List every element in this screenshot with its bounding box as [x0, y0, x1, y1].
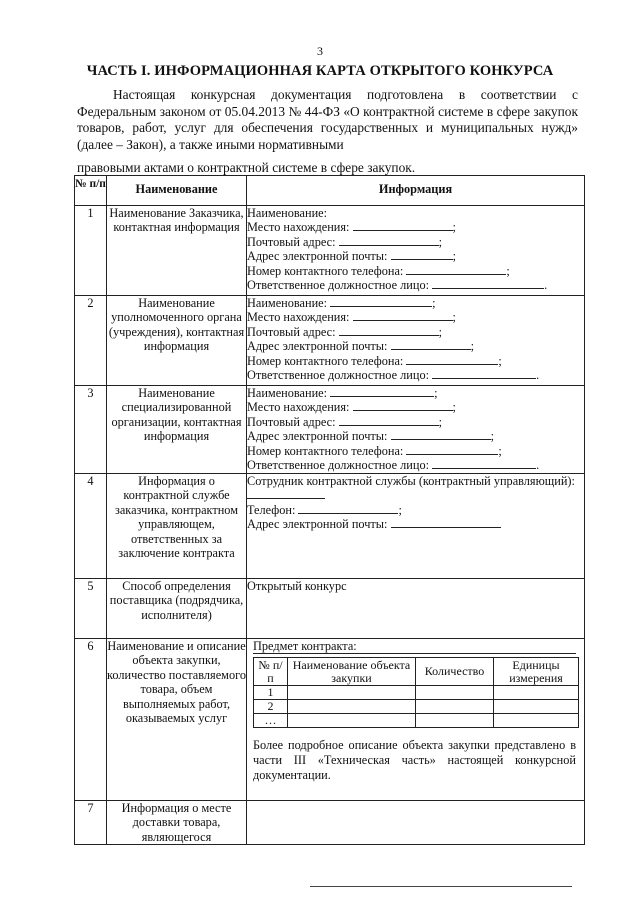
- footer-line: [310, 886, 572, 887]
- table-row: [75, 639, 585, 801]
- sub-table-row: [254, 686, 579, 700]
- sub-header-number: № п/п: [254, 658, 288, 686]
- intro-paragraph: Настоящая конкурсная документация подготовлена в соответствии с Федеральным законом от 05.04.2013 № 44-ФЗ «О контрактной системе в сфере закупок товаров, работ, услуг для обеспечения государственных и муниципальных нужд» (далее – Закон), а также иными нормативными: [77, 87, 578, 152]
- info-line: Адрес электронной почты: ;: [247, 339, 474, 354]
- row-name: Информация о контрактной службе заказчика, контрактном управляющем, ответственных за заключение контракта: [107, 474, 247, 579]
- row-name: Наименование и описание объекта закупки, количество поставляемого товара, объем выполняемых работ, оказываемых услуг: [107, 639, 247, 801]
- row-info: [247, 206, 585, 296]
- info-line: Место нахождения: ;: [247, 310, 456, 325]
- row-info: Открытый конкурс: [247, 579, 585, 639]
- contract-items-table: [253, 657, 579, 728]
- contract-subject-label: Предмет контракта:: [253, 639, 576, 654]
- sub-table-row: [254, 714, 579, 728]
- intro-paragraph-last-line: правовыми актами о контрактной системе в сфере закупок.: [77, 160, 416, 175]
- info-line: Ответственное должностное лицо: .: [247, 458, 540, 473]
- header-info: Информация: [247, 176, 585, 206]
- info-line: Адрес электронной почты: ;: [247, 429, 494, 444]
- row-name: Наименование уполномоченного органа (учреждения), контактная информация: [107, 296, 247, 386]
- sub-table-row: [254, 700, 579, 714]
- row-info: [247, 386, 585, 474]
- sub-header-unit: Единицы измерения: [494, 658, 579, 686]
- information-card-table: [74, 175, 585, 845]
- row-info: [247, 296, 585, 386]
- info-line: Номер контактного телефона: ;: [247, 443, 502, 458]
- page-title: ЧАСТЬ I. ИНФОРМАЦИОННАЯ КАРТА ОТКРЫТОГО КОНКУРСА: [86, 63, 554, 79]
- info-line: Место нахождения: ;: [247, 400, 456, 415]
- row-number: 4: [75, 474, 107, 579]
- row-number: 5: [75, 579, 107, 639]
- row-number: 1: [75, 206, 107, 296]
- row-name: Наименование Заказчика, контактная информация: [107, 206, 247, 296]
- info-line: Номер контактного телефона: ;: [247, 353, 502, 368]
- row-number: 6: [75, 639, 107, 801]
- table-row: [75, 296, 585, 386]
- info-line: Телефон: ;: [247, 502, 402, 517]
- info-line: Адрес электронной почты:: [247, 517, 584, 531]
- header-number: № п/п: [75, 176, 107, 206]
- sub-table-header-row: [254, 658, 579, 686]
- row-number: 7: [75, 801, 107, 845]
- row-number: 2: [75, 296, 107, 386]
- row-name: Информация о месте доставки товара, являющегося: [107, 801, 247, 845]
- info-line: Наименование: ;: [247, 386, 438, 400]
- info-line: Ответственное должностное лицо: .: [247, 368, 540, 383]
- info-line: Почтовый адрес: ;: [247, 324, 442, 339]
- table-row: [75, 474, 585, 579]
- table-row: [75, 206, 585, 296]
- table-row: [75, 579, 585, 639]
- sub-header-name: Наименование объекта закупки: [288, 658, 416, 686]
- info-line: Наименование:: [247, 206, 328, 220]
- sub-row-number: 1: [254, 686, 288, 700]
- info-line: Почтовый адрес: ;: [247, 414, 442, 429]
- table-row: [75, 386, 585, 474]
- page-number: 3: [317, 44, 323, 58]
- info-line: Сотрудник контрактной службы (контрактный управляющий):: [247, 474, 584, 503]
- row-name: Способ определения поставщика (подрядчика, исполнителя): [107, 579, 247, 639]
- sub-header-quantity: Количество: [416, 658, 494, 686]
- info-line: Наименование: ;: [247, 296, 436, 310]
- table-header-row: [75, 176, 585, 206]
- sub-row-number: 2: [254, 700, 288, 714]
- info-line: Адрес электронной почты: ;: [247, 249, 456, 264]
- info-line: Ответственное должностное лицо: .: [247, 278, 548, 293]
- info-line: Почтовый адрес: ;: [247, 234, 442, 249]
- row-number: 3: [75, 386, 107, 474]
- row-info: [247, 639, 585, 801]
- info-line: Место нахождения: ;: [247, 220, 456, 235]
- row-info: [247, 801, 585, 845]
- technical-part-note: Более подробное описание объекта закупки представлено в части III «Техническая часть» настоящей конкурсной документации.: [253, 738, 576, 783]
- row-name: Наименование специализированной организации, контактная информация: [107, 386, 247, 474]
- sub-row-number: …: [254, 714, 288, 728]
- row-info: [247, 474, 585, 579]
- header-name: Наименование: [107, 176, 247, 206]
- info-line: Номер контактного телефона: ;: [247, 263, 510, 278]
- table-row: [75, 801, 585, 845]
